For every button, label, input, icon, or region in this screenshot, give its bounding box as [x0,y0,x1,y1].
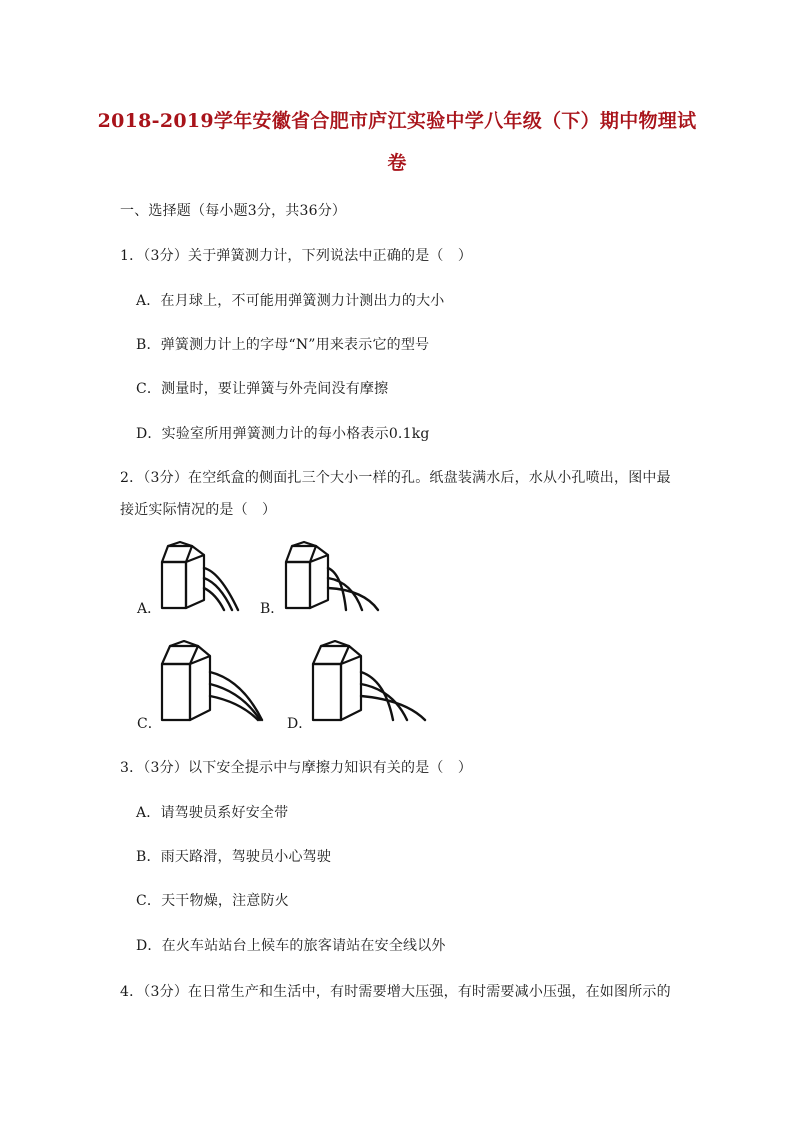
figure-d-carton [309,640,439,726]
document-title-line1: 2018-2019学年安徽省合肥市庐江实验中学八年级（下）期中物理试 [97,110,697,132]
figure-c-carton [158,640,273,726]
question-1-option-d: D．实验室所用弹簧测力计的每小格表示0.1kg [136,426,430,442]
figure-c-label: C． [137,716,162,732]
question-3-option-d: D．在火车站站台上候车的旅客请站在安全线以外 [136,938,446,954]
question-1-option-a: A．在月球上，不可能用弹簧测力计测出力的大小 [136,293,445,309]
question-3-option-a: A．请驾驶员系好安全带 [136,805,289,821]
question-3-stem: 3．（3分）以下安全提示中与摩擦力知识有关的是（ ） [120,760,473,776]
question-1-option-b: B．弹簧测力计上的字母“N”用来表示它的型号 [136,337,430,353]
question-2-stem-line1: 2．（3分）在空纸盒的侧面扎三个大小一样的孔。纸盘装满水后，水从小孔喷出，图中最 [120,470,671,486]
question-1-option-c: C．测量时，要让弹簧与外壳间没有摩擦 [136,381,389,397]
figure-d-label: D． [287,716,313,732]
question-3-option-c: C．天干物燥，注意防火 [136,893,289,909]
document-title-line2: 卷 [387,152,407,174]
figure-b-label: B． [260,601,285,617]
figure-b-carton [282,540,392,615]
section-heading: 一、选择题（每小题3分，共36分） [120,203,347,219]
question-4-stem: 4．（3分）在日常生产和生活中，有时需要增大压强，有时需要减小压强，在如图所示的 [120,984,671,1000]
question-2-stem-line2: 接近实际情况的是（ ） [120,502,277,518]
figure-a-carton [158,540,263,615]
question-1-stem: 1．（3分）关于弹簧测力计，下列说法中正确的是（ ） [120,248,473,264]
figure-a-label: A． [137,601,162,617]
question-3-option-b: B．雨天路滑，驾驶员小心驾驶 [136,849,332,865]
